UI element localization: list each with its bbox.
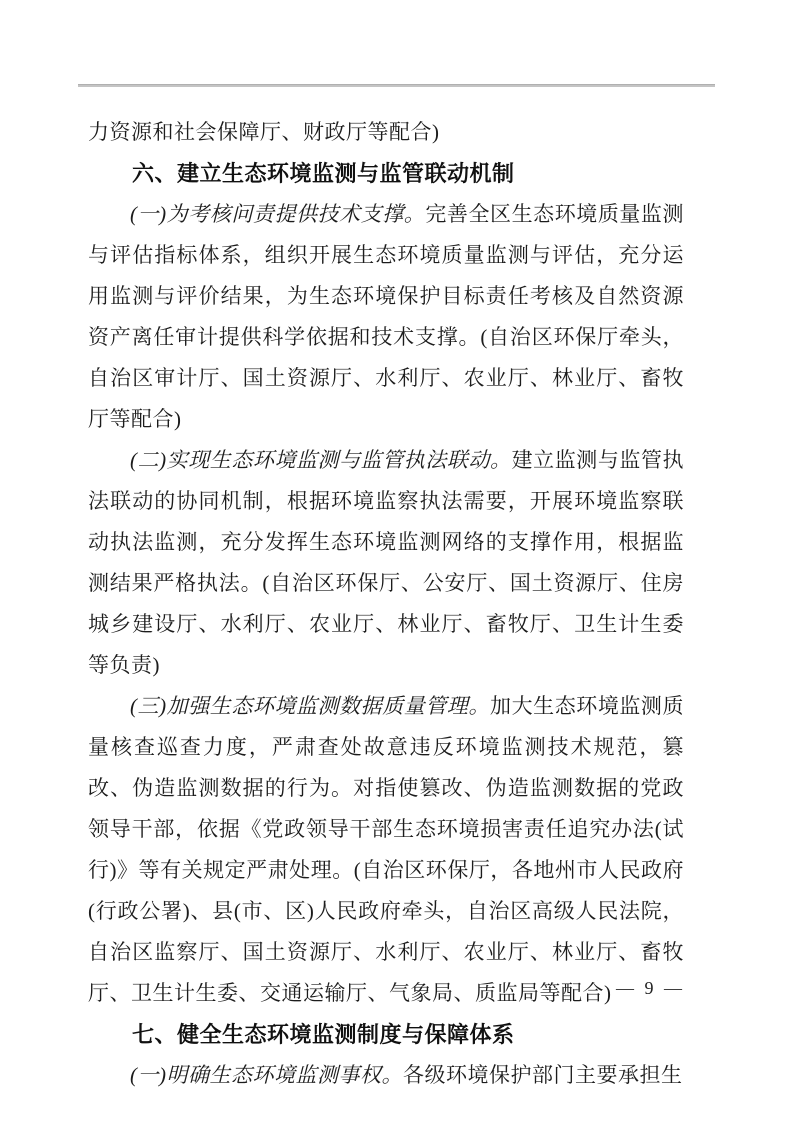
section-heading-six: 六、建立生态环境监测与监管联动机制 xyxy=(132,161,515,186)
paragraph-six-2-body: 建立监测与监管执法联动的协同机制，根据环境监察执法需要，开展环境监察联动执法监测，充分发挥生态环境监测网络的支撑作用，根据监测结果严格执法。(自治区环保厅、公安厅、国土资源厅、住房城乡建设厅、水利厅、农业厅、林业厅、畜牧厅、卫生计生委等负责) xyxy=(88,448,684,677)
paragraph-six-3 xyxy=(88,686,684,1014)
paragraph-six-3-body: 加大生态环境监测质量核查巡查力度，严肃查处故意违反环境监测技术规范，篡改、伪造监测数据的行为。对指使篡改、伪造监测数据的党政领导干部，依据《党政领导干部生态环境损害责任追究办法(试行)》等有关规定严肃处理。(自治区环保厅，各地州市人民政府(行政公署)、县(市、区)人民政府牵头，自治区高级人民法院，自治区监察厅、国土资源厅、水利厅、农业厅、林业厅、畜牧厅、卫生计生委、交通运输厅、气象局、质监局等配合) xyxy=(88,694,684,1005)
paragraph-continuation: 力资源和社会保障厅、财政厅等配合) xyxy=(88,120,440,144)
page-number: — 9 — xyxy=(616,978,685,998)
section-heading-seven: 七、健全生态环境监测制度与保障体系 xyxy=(132,1022,515,1047)
paragraph-six-2 xyxy=(88,440,684,686)
paragraph-six-2-lead: (二)实现生态环境监测与监管执法联动。 xyxy=(130,448,512,472)
paragraph-seven-1 xyxy=(88,1055,684,1096)
header-rule xyxy=(78,84,715,87)
paragraph-seven-1-body: 各级环境保护部门主要承担生 xyxy=(403,1063,683,1087)
paragraph-six-3-lead: (三)加强生态环境监测数据质量管理。 xyxy=(130,694,491,718)
paragraph-six-1-body: 完善全区生态环境质量监测与评估指标体系，组织开展生态环境质量监测与评估，充分运用监测与评价结果，为生态环境保护目标责任考核及自然资源资产离任审计提供科学依据和技术支撑。(自治区环保厅牵头，自治区审计厅、国土资源厅、水利厅、农业厅、林业厅、畜牧厅等配合) xyxy=(88,202,684,431)
document-body xyxy=(88,112,684,1096)
paragraph-six-1-lead: (一)为考核问责提供技术支撑。 xyxy=(130,202,426,226)
paragraph-seven-1-lead: (一)明确生态环境监测事权。 xyxy=(130,1063,403,1087)
paragraph-six-1 xyxy=(88,194,684,440)
